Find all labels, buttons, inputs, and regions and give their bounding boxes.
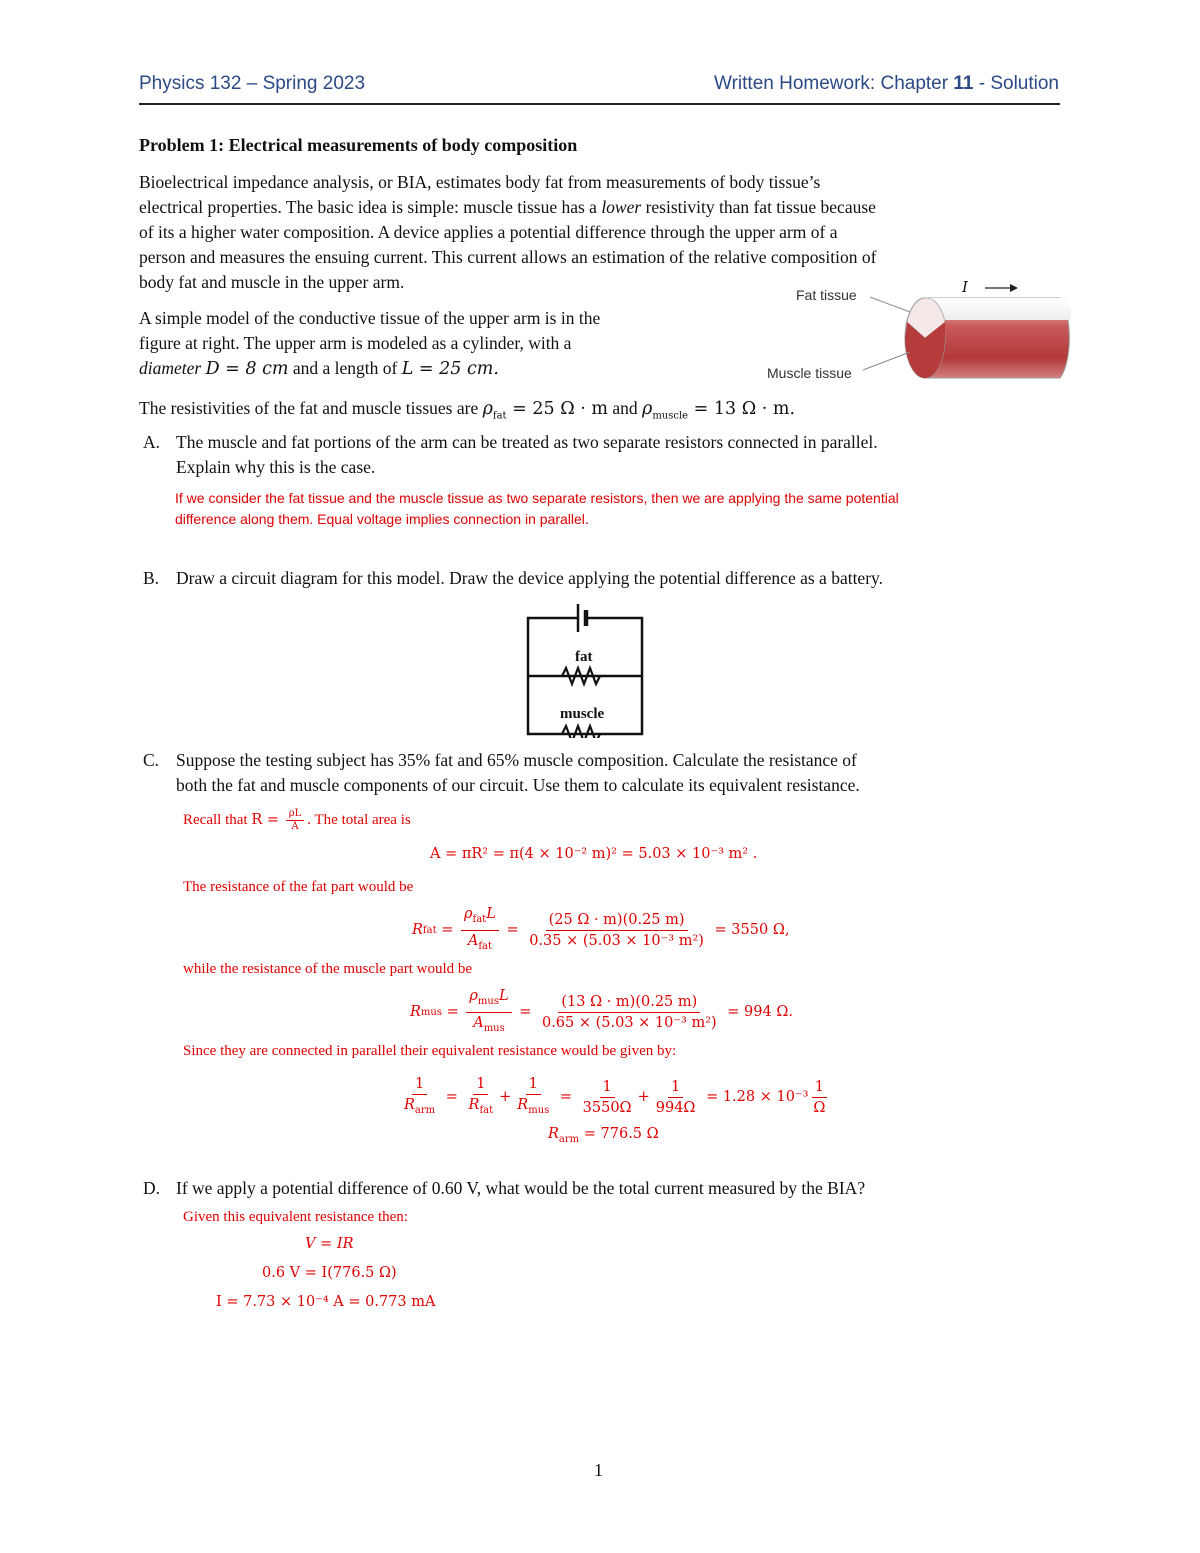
intro-line: person and measures the ensuing current. This current allows an estimation of the relative composition of bbox=[139, 247, 877, 267]
intro-line: Bioelectrical impedance analysis, or BIA, estimates body fat from measurements of body tissue’s bbox=[139, 172, 821, 192]
intro-line: body fat and muscle in the upper arm. bbox=[139, 272, 405, 292]
fat-resistance-equation: R fat = $\frac{\rho_{fat}L}{A_{fat}}$ = $\frac{(25 \Omega \cdot m)(0.25 m)}{\text{0.35 × (5.03 × 10⁻³ m²)}}$ = 3550 Ω, bbox=[412, 906, 790, 952]
assignment-chapter: 11 bbox=[953, 73, 974, 94]
header-rule bbox=[139, 103, 1060, 105]
resistivities-line: The resistivities of the fat and muscle tissues are $\rho_{fat} = 25$ Ω · m and $\rho_{muscle} = 13$ Ω · m. bbox=[139, 398, 796, 422]
area-equation: A = πR² = π(4 × 10⁻² m)² = 5.03 × 10⁻³ m² . bbox=[430, 846, 758, 862]
fat-tissue-label: Fat tissue bbox=[796, 287, 857, 303]
page-number: 1 bbox=[594, 1460, 603, 1480]
recall-line: Recall that R = $\frac{\rho L}{A}$ . The total area is bbox=[183, 808, 411, 832]
fat-resistor-label: fat bbox=[575, 649, 593, 665]
part-d-intro: Given this equivalent resistance then: bbox=[183, 1209, 408, 1225]
course-title: Physics 132 – Spring 2023 bbox=[139, 73, 366, 94]
problem-title: Problem 1: Electrical measurements of body composition bbox=[139, 135, 578, 155]
ohms-law: V = IR bbox=[305, 1236, 354, 1252]
muscle-resistor bbox=[562, 726, 600, 738]
part-d-question: If we apply a potential difference of 0.60 V, what would be the total current measured by the BIA? bbox=[176, 1178, 866, 1198]
part-a-answer: If we consider the fat tissue and the muscle tissue as two separate resistors, then we are applying the same potential difference along them. Equal voltage implies connection in parallel. bbox=[175, 490, 899, 527]
model-line: diameter D = 8 cm and a length of L = 25 cm. bbox=[139, 358, 499, 379]
muscle-resistor-label: muscle bbox=[560, 706, 605, 722]
intro-line: electrical properties. The basic idea is simple: muscle tissue has a lower resistivity than fat tissue because bbox=[139, 197, 876, 217]
muscle-tissue-label: Muscle tissue bbox=[767, 365, 852, 381]
intro-line: of its a higher water composition. A device applies a potential difference through the upper arm of a bbox=[139, 222, 838, 242]
part-c-question: Suppose the testing subject has 35% fat and 65% muscle composition. Calculate the resistance of both the fat and muscle components of our circuit. Use them to calculate its equivalent resistance. bbox=[176, 750, 860, 795]
assignment-pre: Written Homework: Chapter bbox=[714, 73, 954, 94]
current-result: I = 7.73 × 10⁻⁴ A = 0.773 mA bbox=[216, 1294, 436, 1310]
parallel-equation: $\frac{1}{R_{arm}}$ = $\frac{1}{R_{fat}}$ + $\frac{1}{R_{mus}}$ = $\frac{1}{3550\Omega}$ + $\frac{1}{994\Omega}$ = 1.28 × 10⁻³ $\frac{1}{\Omega}$ bbox=[404, 1076, 826, 1116]
assignment-title bbox=[714, 73, 1059, 95]
model-line: A simple model of the conductive tissue of the upper arm is in the bbox=[139, 308, 601, 328]
part-c-letter: C. bbox=[143, 750, 160, 770]
arm-resistance-result: $R_{arm} = 776.5$ Ω bbox=[548, 1126, 659, 1145]
part-b-question: Draw a circuit diagram for this model. Draw the device applying the potential difference as a battery. bbox=[176, 568, 884, 588]
current-label: I bbox=[962, 278, 968, 296]
fat-intro: The resistance of the fat part would be bbox=[183, 879, 414, 895]
muscle-intro: while the resistance of the muscle part would be bbox=[183, 961, 473, 977]
muscle-resistance-equation: R mus = $\frac{\rho_{mus}L}{A_{mus}}$ = $\frac{(13 \Omega \cdot m)(0.25 m)}{\text{0.65 × (5.03 × 10⁻³ m²)}}$ = 994 Ω. bbox=[410, 988, 793, 1034]
parallel-intro: Since they are connected in parallel their equivalent resistance would be given by: bbox=[183, 1043, 677, 1059]
current-equation: 0.6 V = I(776.5 Ω) bbox=[262, 1265, 397, 1281]
part-d-letter: D. bbox=[143, 1178, 161, 1198]
model-line: figure at right. The upper arm is modeled as a cylinder, with a bbox=[139, 333, 572, 353]
part-b-letter: B. bbox=[143, 568, 160, 588]
part-a-question: The muscle and fat portions of the arm can be treated as two separate resistors connected in parallel. Explain why this is the case. bbox=[176, 432, 878, 477]
part-a-letter: A. bbox=[143, 432, 161, 452]
model-paragraph bbox=[139, 306, 739, 382]
assignment-post: - Solution bbox=[973, 73, 1059, 94]
